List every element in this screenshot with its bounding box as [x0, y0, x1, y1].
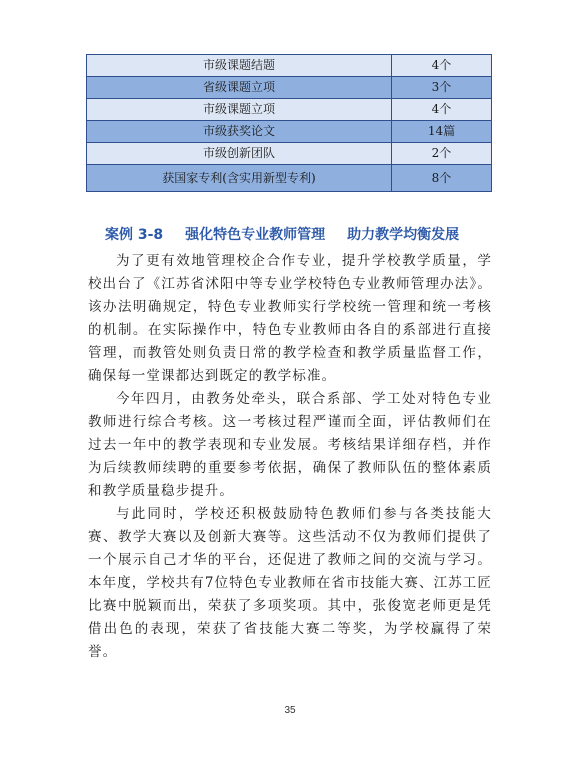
table-row [87, 121, 492, 143]
table-row [87, 143, 492, 165]
table-cell-value: 4个 [391, 99, 491, 121]
paragraph: 为了更有效地管理校企合作专业，提升学校教学质量，学校出台了《江苏省沭阳中等专业学校特色专业教师管理办法》。该办法明确规定，特色专业教师实行学校统一管理和统一考核的机制。在实际操作中，特色专业教师由各自的系部进行直接管理，而教管处则负责日常的教学检查和教学质量监督工作，确保每一堂课都达到既定的教学标准。 [88, 253, 492, 384]
table-cell-label: 市级课题结题 [87, 55, 392, 77]
table-row [87, 165, 492, 192]
body-text [88, 250, 492, 664]
achievements-table [86, 54, 492, 192]
case-number: 案例 3-8 [105, 227, 164, 243]
table-cell-label: 获国家专利(含实用新型专利) [87, 165, 392, 192]
table-cell-label: 市级获奖论文 [87, 121, 392, 143]
table-cell-label: 市级创新团队 [87, 143, 392, 165]
case-title: 强化特色专业教师管理 [185, 227, 326, 243]
table-row [87, 77, 492, 99]
table-cell-value: 4个 [391, 55, 491, 77]
case-heading [105, 224, 459, 244]
table-cell-value: 14篇 [391, 121, 491, 143]
table-cell-label: 省级课题立项 [87, 77, 392, 99]
table-cell-value: 2个 [391, 143, 491, 165]
table-row [87, 99, 492, 121]
table-cell-value: 8个 [391, 165, 491, 192]
case-subtitle: 助力教学均衡发展 [347, 227, 460, 243]
paragraph: 今年四月，由教务处牵头，联合系部、学工处对特色专业教师进行综合考核。这一考核过程严谨而全面，评估教师们在过去一年中的教学表现和专业发展。考核结果详细存档，并作为后续教师续聘的重要参考依据，确保了教师队伍的整体素质和教学质量稳步提升。 [88, 391, 492, 499]
page-number: 35 [284, 705, 296, 716]
table-cell-value: 3个 [391, 77, 491, 99]
table-row [87, 55, 492, 77]
paragraph: 与此同时，学校还积极鼓励特色教师们参与各类技能大赛、教学大赛以及创新大赛等。这些活动不仅为教师们提供了一个展示自己才华的平台，还促进了教师之间的交流与学习。本年度，学校共有7位特色专业教师在省市技能大赛、江苏工匠比赛中脱颖而出，荣获了多项奖项。其中，张俊宽老师更是凭借出色的表现，荣获了省技能大赛二等奖，为学校赢得了荣誉。 [88, 506, 492, 660]
table-cell-label: 市级课题立项 [87, 99, 392, 121]
